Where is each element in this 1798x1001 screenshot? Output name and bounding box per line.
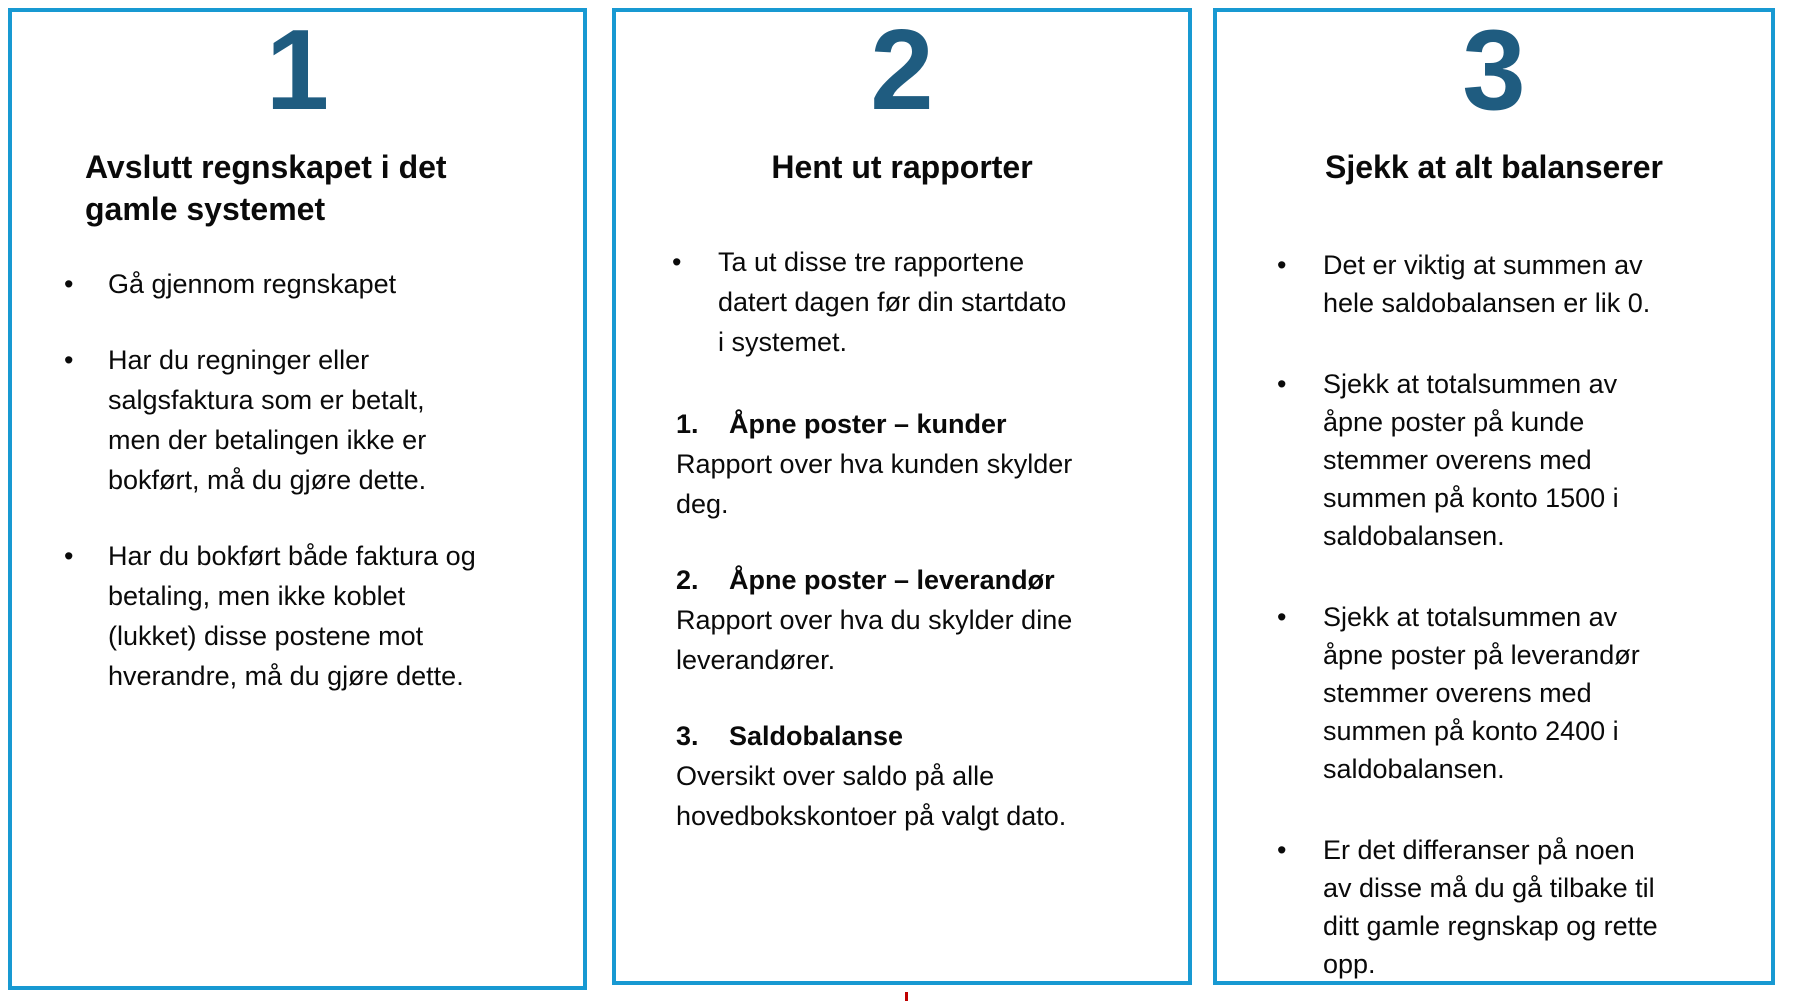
bullet-item bbox=[64, 264, 583, 304]
bullet-text: Har du bokført både faktura og betaling, men ikke koblet (lukket) disse postene mot hverandre, må du gjøre dette. bbox=[108, 541, 476, 691]
step-card-1 bbox=[8, 8, 587, 990]
bullet-item bbox=[1277, 246, 1771, 322]
step-title-3: Sjekk at alt balanserer bbox=[1325, 149, 1663, 185]
report-item-heading: Åpne poster – kunder bbox=[729, 409, 1007, 439]
bullet-dot-icon: • bbox=[1277, 250, 1287, 280]
bullet-list-2 bbox=[616, 242, 1188, 362]
step-title-2: Hent ut rapporter bbox=[771, 149, 1033, 185]
report-item-heading: Åpne poster – leverandør bbox=[729, 565, 1055, 595]
bullet-text: Er det differanser på noen av disse må du gå tilbake til ditt gamle regnskap og rette opp. bbox=[1323, 835, 1658, 979]
report-item-heading: Saldobalanse bbox=[729, 721, 904, 751]
bullet-text: Det er viktig at summen av hele saldobalansen er lik 0. bbox=[1323, 250, 1651, 318]
report-item-number: 2. bbox=[676, 565, 699, 595]
step-card-3 bbox=[1213, 8, 1775, 985]
bullet-text: Gå gjennom regnskapet bbox=[108, 269, 397, 299]
bullet-list-3 bbox=[1217, 246, 1771, 983]
bullet-dot-icon: • bbox=[1277, 602, 1287, 632]
bullet-item bbox=[1277, 365, 1771, 555]
bullet-dot-icon: • bbox=[672, 247, 682, 277]
stray-red-mark bbox=[905, 992, 908, 1001]
step-title-1: Avslutt regnskapet i det gamle systemet bbox=[85, 149, 447, 227]
bullet-list-1 bbox=[12, 264, 583, 696]
bullet-dot-icon: • bbox=[64, 269, 74, 299]
report-item-description: Rapport over hva kunden skylder deg. bbox=[676, 449, 1073, 519]
report-item bbox=[676, 716, 1188, 836]
bullet-dot-icon: • bbox=[1277, 369, 1287, 399]
report-item-number: 1. bbox=[676, 409, 699, 439]
bullet-item bbox=[64, 536, 583, 696]
report-item bbox=[676, 560, 1188, 680]
report-item-description: Oversikt over saldo på alle hovedbokskontoer på valgt dato. bbox=[676, 761, 1067, 831]
bullet-item bbox=[1277, 831, 1771, 983]
report-item-heading-row bbox=[676, 716, 1188, 756]
report-item bbox=[676, 404, 1188, 524]
report-item-heading-row bbox=[676, 560, 1188, 600]
report-list bbox=[616, 404, 1188, 836]
bullet-dot-icon: • bbox=[64, 541, 74, 571]
report-item-heading-row bbox=[676, 404, 1188, 444]
step-card-2 bbox=[612, 8, 1192, 985]
bullet-text: Sjekk at totalsummen av åpne poster på kunde stemmer overens med summen på konto 1500 i saldobalansen. bbox=[1323, 369, 1619, 551]
bullet-text: Har du regninger eller salgsfaktura som er betalt, men der betalingen ikke er bokført, må du gjøre dette. bbox=[108, 345, 427, 495]
bullet-item bbox=[1277, 598, 1771, 788]
bullet-text: Sjekk at totalsummen av åpne poster på leverandør stemmer overens med summen på konto 2400 i saldobalansen. bbox=[1323, 602, 1640, 784]
step-number-3: 3 bbox=[1462, 7, 1526, 134]
bullet-dot-icon: • bbox=[64, 345, 74, 375]
bullet-dot-icon: • bbox=[1277, 835, 1287, 865]
report-item-number: 3. bbox=[676, 721, 699, 751]
step-number-2: 2 bbox=[870, 7, 934, 134]
bullet-text: Ta ut disse tre rapportene datert dagen før din startdato i systemet. bbox=[718, 247, 1067, 357]
bullet-item bbox=[64, 340, 583, 500]
report-item-description: Rapport over hva du skylder dine leverandører. bbox=[676, 605, 1073, 675]
step-number-1: 1 bbox=[265, 7, 330, 134]
bullet-item bbox=[672, 242, 1188, 362]
